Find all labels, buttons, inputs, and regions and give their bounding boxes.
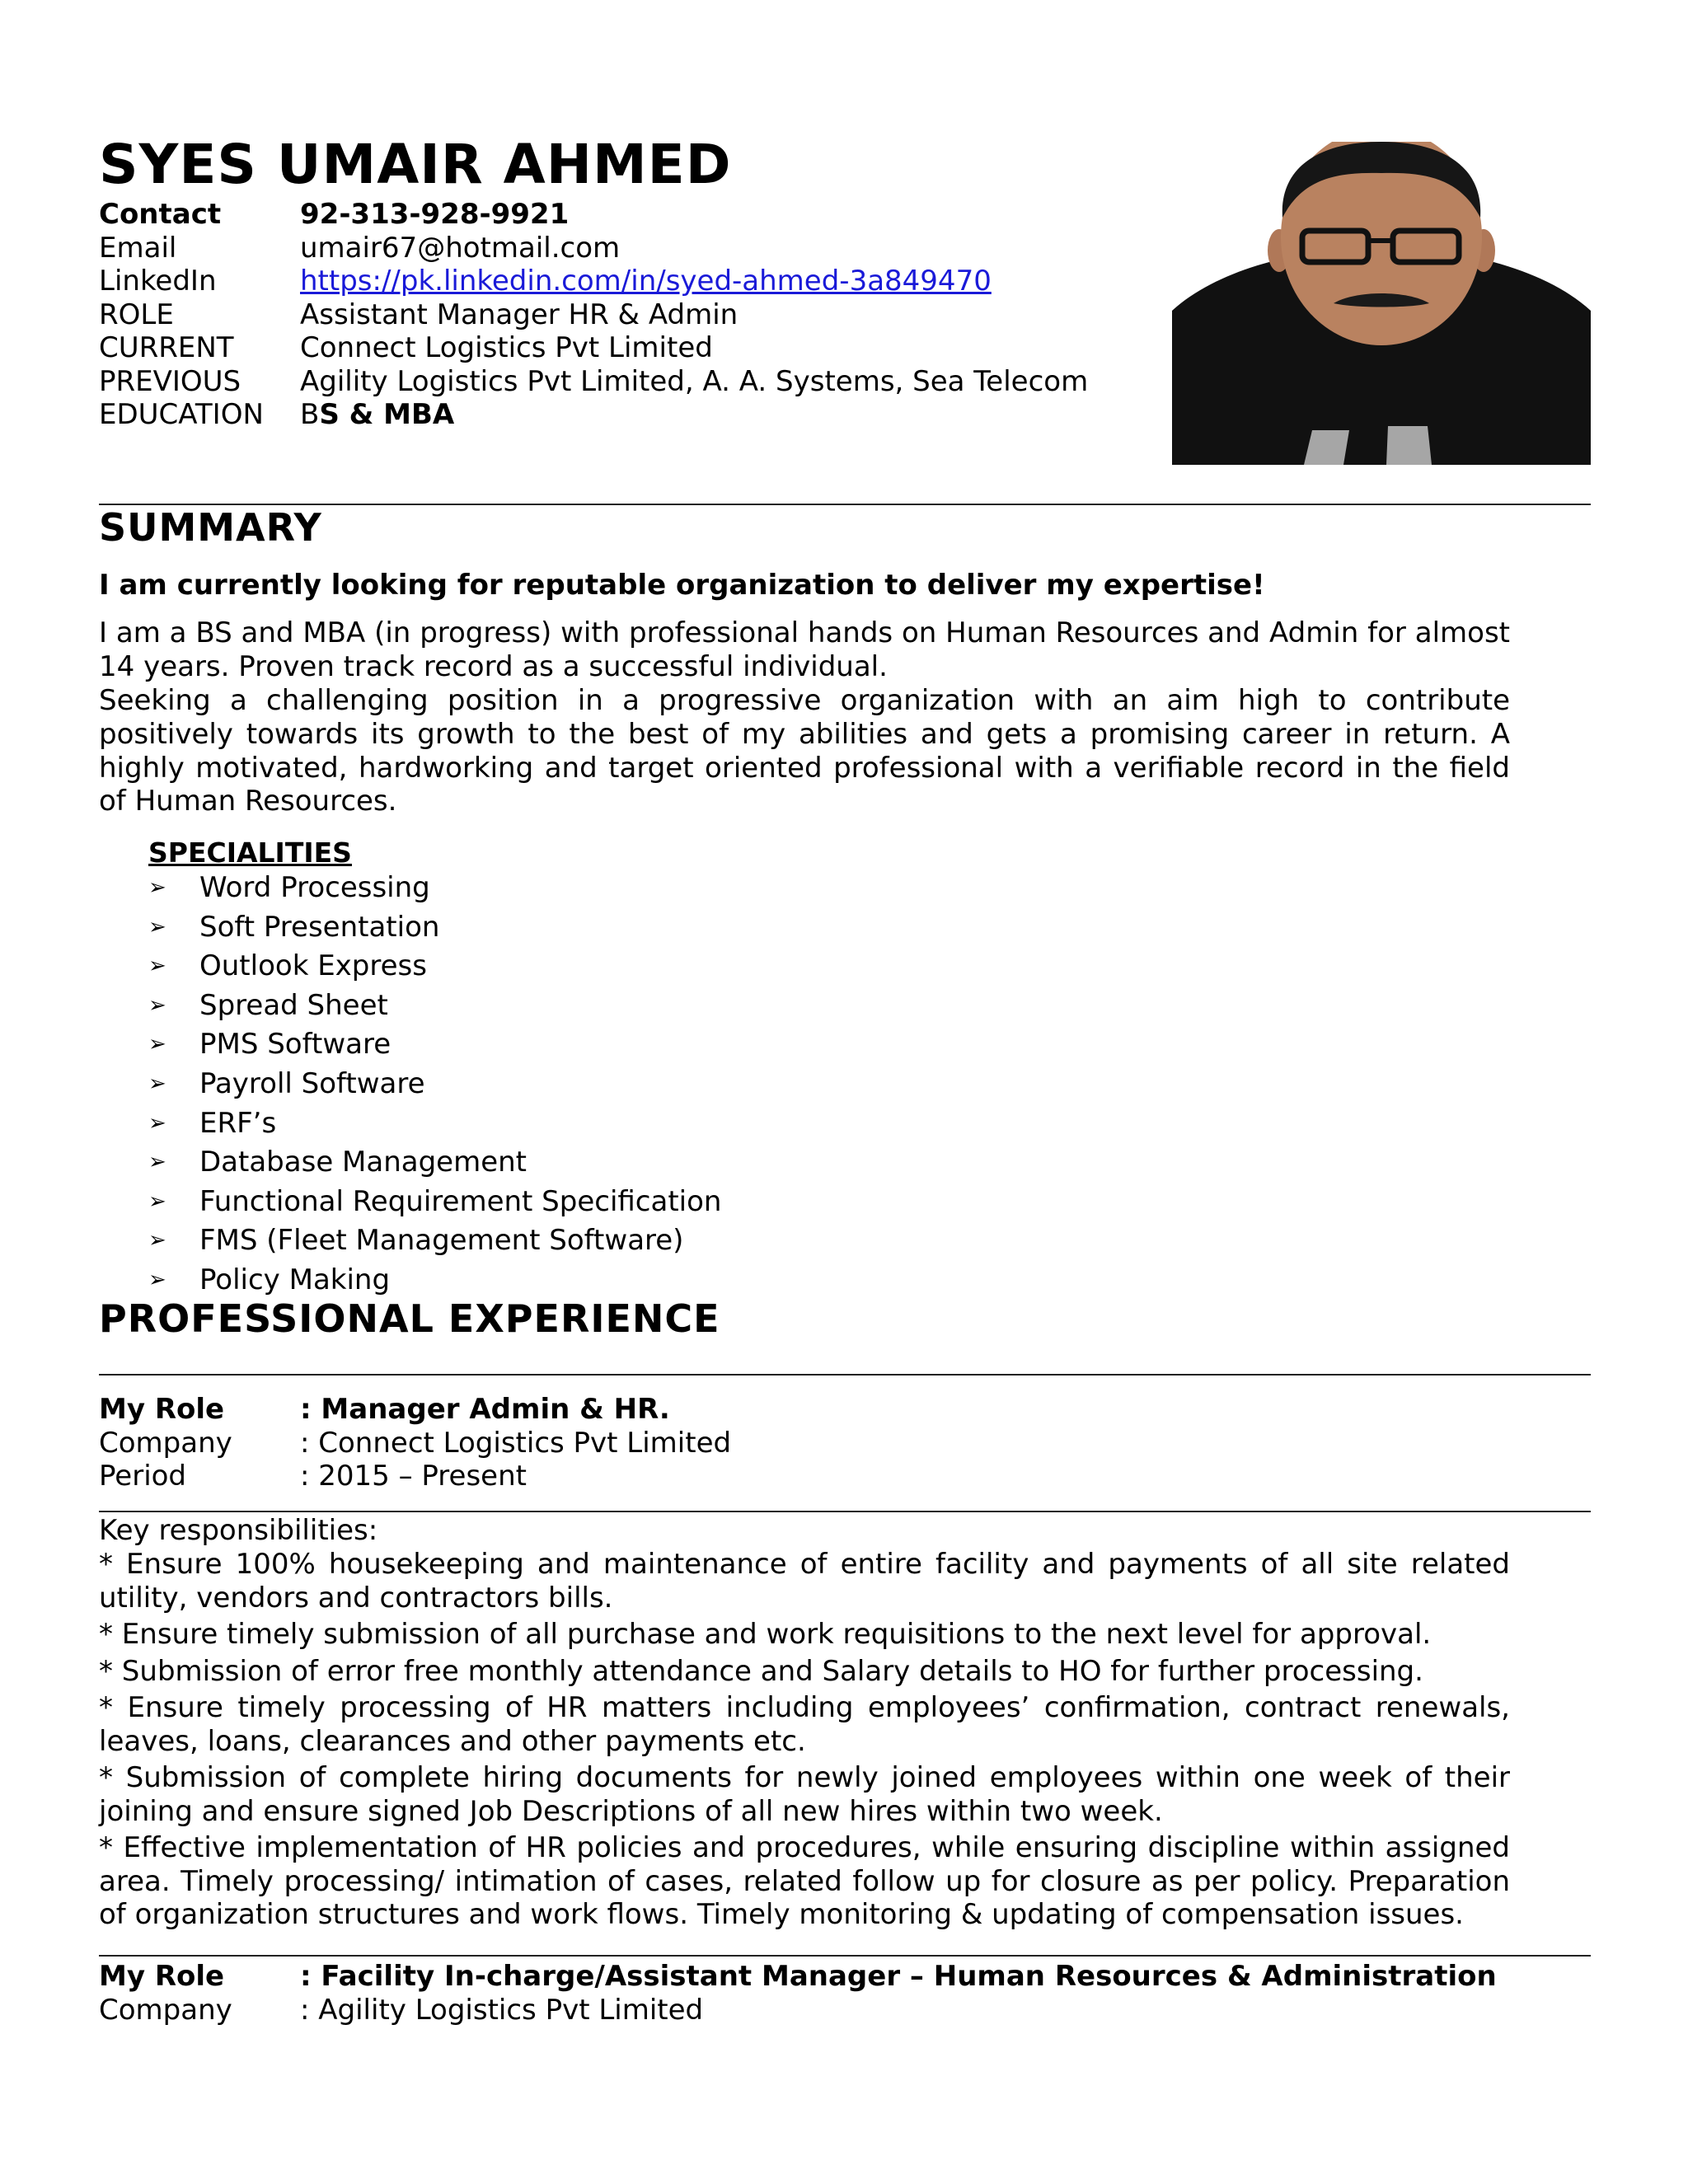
education-value-bold: S & MBA — [319, 398, 455, 431]
responsibility-item: * Effective implementation of HR policies and procedures, while ensuring discipline within assigned area. Timely processing/ intimation of cases, related follow up for closure as per policy. Preparation of organization structures and work flows. Timely monitoring & updating of compensation issues. — [99, 1831, 1510, 1931]
education-value — [300, 398, 454, 432]
contact-row-linkedin — [99, 265, 1088, 298]
job-1-company-label: Company — [99, 1426, 232, 1460]
job-2-company-row — [99, 1994, 1497, 2027]
responsibilities-heading: Key responsibilities: — [99, 1514, 378, 1547]
contact-label: Contact — [99, 198, 222, 231]
previous-value: Agility Logistics Pvt Limited, A. A. Systems, Sea Telecom — [300, 364, 1089, 398]
summary-tagline: I am currently looking for reputable organization to deliver my expertise! — [99, 569, 1265, 602]
responsibility-item: * Ensure 100% housekeeping and maintenance of entire facility and payments of all site related utility, vendors and contractors bills. — [99, 1548, 1510, 1615]
speciality-item — [148, 1104, 721, 1144]
divider-experience — [99, 1374, 1591, 1376]
job-2-company-label: Company — [99, 1993, 232, 2027]
job-1-period-label: Period — [99, 1460, 187, 1493]
speciality-label: Functional Requirement Specification — [199, 1184, 722, 1218]
role-value: Assistant Manager HR & Admin — [300, 298, 738, 331]
speciality-label: Word Processing — [199, 871, 430, 904]
speciality-label: Soft Presentation — [199, 910, 440, 944]
job-2-company-value: : Agility Logistics Pvt Limited — [300, 1993, 704, 2027]
speciality-item — [148, 987, 721, 1026]
speciality-label: Database Management — [199, 1146, 528, 1179]
arrow-bullet-icon: ➢ — [148, 914, 166, 940]
job-1-company-value: : Connect Logistics Pvt Limited — [300, 1426, 732, 1460]
job-1-period-value: : 2015 – Present — [300, 1460, 527, 1493]
divider-responsibilities — [99, 1511, 1591, 1512]
job-2-role-value: : Facility In-charge/Assistant Manager – Human Resources & Administration — [300, 1960, 1497, 1993]
job-2-role-row — [99, 1960, 1497, 1994]
profile-photo — [1172, 142, 1591, 465]
email-value: umair67@hotmail.com — [300, 231, 621, 265]
responsibility-item: * Submission of complete hiring documents for newly joined employees within one week of their joining and ensure signed Job Descriptions of all new hires within two week. — [99, 1761, 1510, 1828]
arrow-bullet-icon: ➢ — [148, 1032, 166, 1057]
job-1-details — [99, 1393, 731, 1493]
summary-paragraph-2: Seeking a challenging position in a progressive organization with an aim high to contribute positively towards its growth to the best of my abilities and gets a promising career in return. A highly motivated, hardworking and target oriented professional with a verifiable record in the field of Human Resources. — [99, 684, 1510, 818]
job-1-company-row — [99, 1427, 731, 1460]
arrow-bullet-icon: ➢ — [148, 875, 166, 900]
speciality-item — [148, 1261, 721, 1301]
linkedin-label: LinkedIn — [99, 265, 217, 298]
arrow-bullet-icon: ➢ — [148, 1188, 166, 1214]
current-label: CURRENT — [99, 331, 234, 364]
contact-row-current — [99, 331, 1088, 365]
speciality-label: Spread Sheet — [199, 988, 388, 1022]
specialities-title: SPECIALITIES — [148, 837, 352, 869]
speciality-label: FMS (Fleet Management Software) — [199, 1224, 684, 1258]
divider-top — [99, 504, 1591, 505]
responsibilities-list — [99, 1548, 1510, 1932]
speciality-item — [148, 869, 721, 908]
speciality-item — [148, 1065, 721, 1104]
arrow-bullet-icon: ➢ — [148, 1267, 166, 1292]
responsibility-item: * Ensure timely submission of all purchase and work requisitions to the next level for approval. — [99, 1618, 1432, 1651]
job-1-role-value: : Manager Admin & HR. — [300, 1393, 670, 1426]
experience-heading: PROFESSIONAL EXPERIENCE — [99, 1296, 720, 1341]
arrow-bullet-icon: ➢ — [148, 1150, 166, 1175]
divider-job-2 — [99, 1955, 1591, 1957]
speciality-item — [148, 908, 721, 948]
responsibilities-block — [99, 1513, 1510, 1935]
arrow-bullet-icon: ➢ — [148, 954, 166, 979]
speciality-item — [148, 1183, 721, 1222]
contact-row-education — [99, 398, 1088, 432]
contact-row-role — [99, 298, 1088, 332]
arrow-bullet-icon: ➢ — [148, 992, 166, 1018]
speciality-label: Payroll Software — [199, 1066, 425, 1100]
candidate-name: SYES UMAIR AHMED — [99, 133, 732, 196]
specialities-list — [148, 869, 721, 1301]
contact-block — [99, 198, 1088, 432]
speciality-label: ERF’s — [199, 1106, 277, 1140]
speciality-label: Outlook Express — [199, 949, 427, 983]
speciality-item — [148, 1025, 721, 1065]
contact-row-email — [99, 232, 1088, 265]
speciality-label: PMS Software — [199, 1028, 392, 1062]
job-2-details — [99, 1960, 1497, 2027]
job-1-role-row — [99, 1393, 731, 1427]
education-value-prefix: B — [300, 398, 320, 431]
speciality-item — [148, 947, 721, 987]
email-label: Email — [99, 231, 177, 265]
job-2-role-label: My Role — [99, 1960, 225, 1993]
role-label: ROLE — [99, 298, 174, 331]
job-1-role-label: My Role — [99, 1393, 225, 1426]
summary-heading: SUMMARY — [99, 505, 322, 550]
phone-value: 92-313-928-9921 — [300, 198, 570, 231]
current-value: Connect Logistics Pvt Limited — [300, 331, 713, 364]
job-1-period-row — [99, 1460, 731, 1493]
arrow-bullet-icon: ➢ — [148, 1110, 166, 1136]
speciality-label: Policy Making — [199, 1263, 391, 1296]
responsibility-item: * Ensure timely processing of HR matters including employees’ confirmation, contract renewals, leaves, loans, clearances and other payments etc. — [99, 1691, 1510, 1758]
education-label: EDUCATION — [99, 398, 264, 431]
responsibility-item: * Submission of error free monthly attendance and Salary details to HO for further processing. — [99, 1654, 1423, 1688]
speciality-item — [148, 1221, 721, 1261]
arrow-bullet-icon: ➢ — [148, 1228, 166, 1254]
arrow-bullet-icon: ➢ — [148, 1071, 166, 1096]
speciality-item — [148, 1143, 721, 1183]
previous-label: PREVIOUS — [99, 364, 241, 398]
contact-row-previous — [99, 365, 1088, 399]
contact-row-phone — [99, 198, 1088, 232]
summary-paragraph-1: I am a BS and MBA (in progress) with professional hands on Human Resources and Admin for almost 14 years. Proven track record as a successful individual. — [99, 616, 1510, 683]
linkedin-link[interactable]: https://pk.linkedin.com/in/syed-ahmed-3a849470 — [300, 265, 992, 298]
